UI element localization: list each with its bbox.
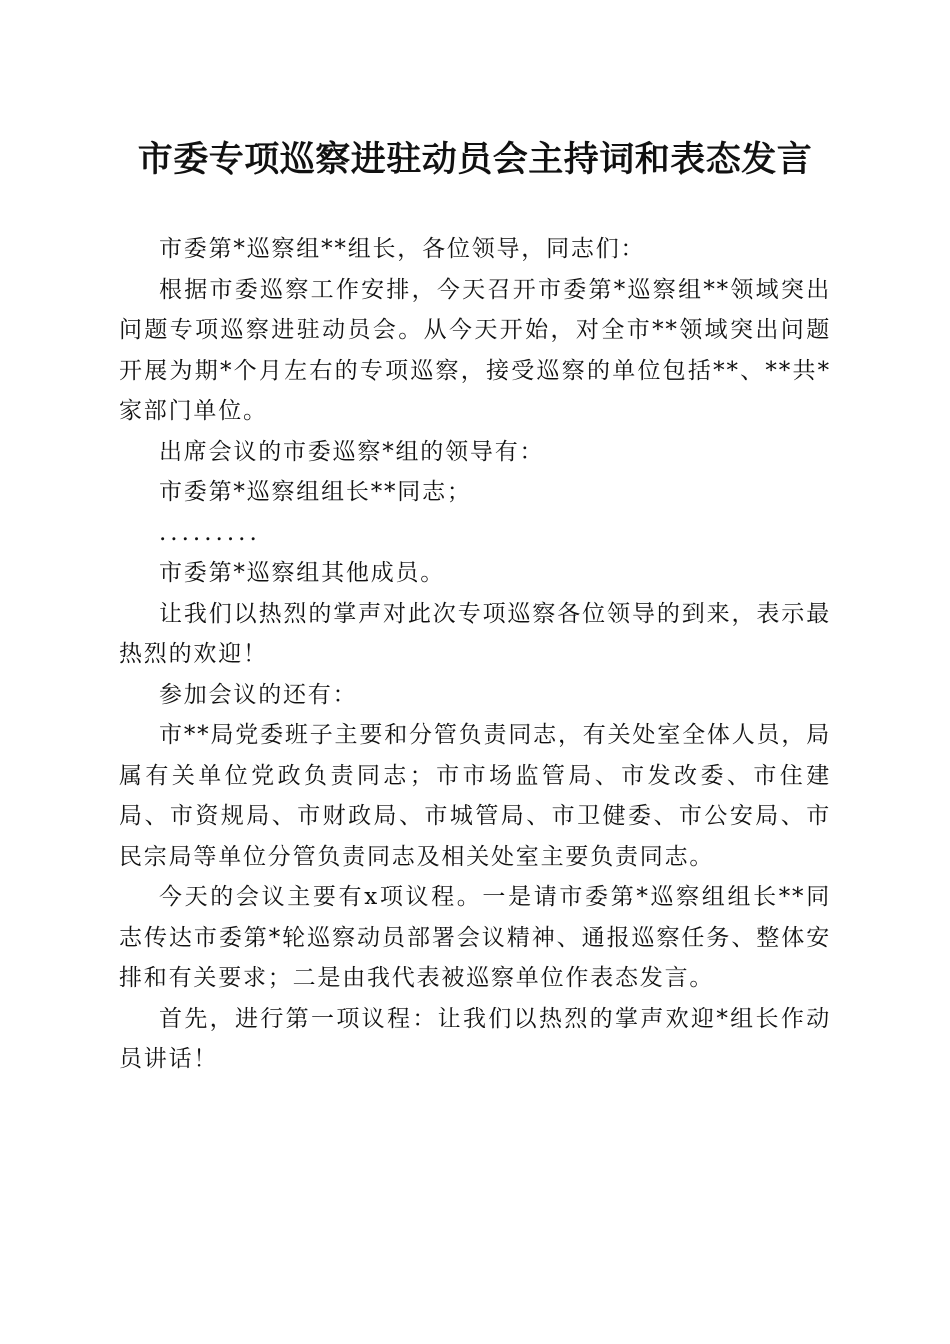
document-body xyxy=(119,229,831,1080)
paragraph-first-item: 首先，进行第一项议程：让我们以热烈的掌声欢迎*组长作动员讲话！ xyxy=(119,1005,831,1072)
document-title: 市委专项巡察进驻动员会主持词和表态发言 xyxy=(137,139,813,180)
paragraph-intro: 根据市委巡察工作安排，今天召开市委第*巡察组**领域突出问题专项巡察进驻动员会。从今天开始，对全市**领域突出问题开展为期*个月左右的专项巡察，接受巡察的单位包括**、**共*家部门单位。 xyxy=(119,276,831,424)
paragraph-salutation: 市委第*巡察组**组长，各位领导，同志们： xyxy=(159,236,646,262)
paragraph-attendee-list: 市**局党委班子主要和分管负责同志，有关处室全体人员，局属有关单位党政负责同志；市市场监管局、市发改委、市住建局、市资规局、市财政局、市城管局、市卫健委、市公安局、市民宗局等单位分管负责同志及相关处室主要负责同志。 xyxy=(119,722,831,870)
paragraph-other-members: 市委第*巡察组其他成员。 xyxy=(159,560,446,586)
paragraph-leader-name: 市委第*巡察组组长**同志； xyxy=(159,479,472,505)
paragraph-welcome: 让我们以热烈的掌声对此次专项巡察各位领导的到来，表示最热烈的欢迎！ xyxy=(119,600,831,667)
paragraph-ellipsis: ......... xyxy=(159,519,261,546)
paragraph-agenda: 今天的会议主要有x项议程。一是请市委第*巡察组组长**同志传达市委第*轮巡察动员部署会议精神、通报巡察任务、整体安排和有关要求；二是由我代表被巡察单位作表态发言。 xyxy=(119,884,831,991)
paragraph-attendees-leaders: 出席会议的市委巡察*组的领导有： xyxy=(159,438,545,465)
paragraph-also-attending: 参加会议的还有： xyxy=(159,681,358,708)
